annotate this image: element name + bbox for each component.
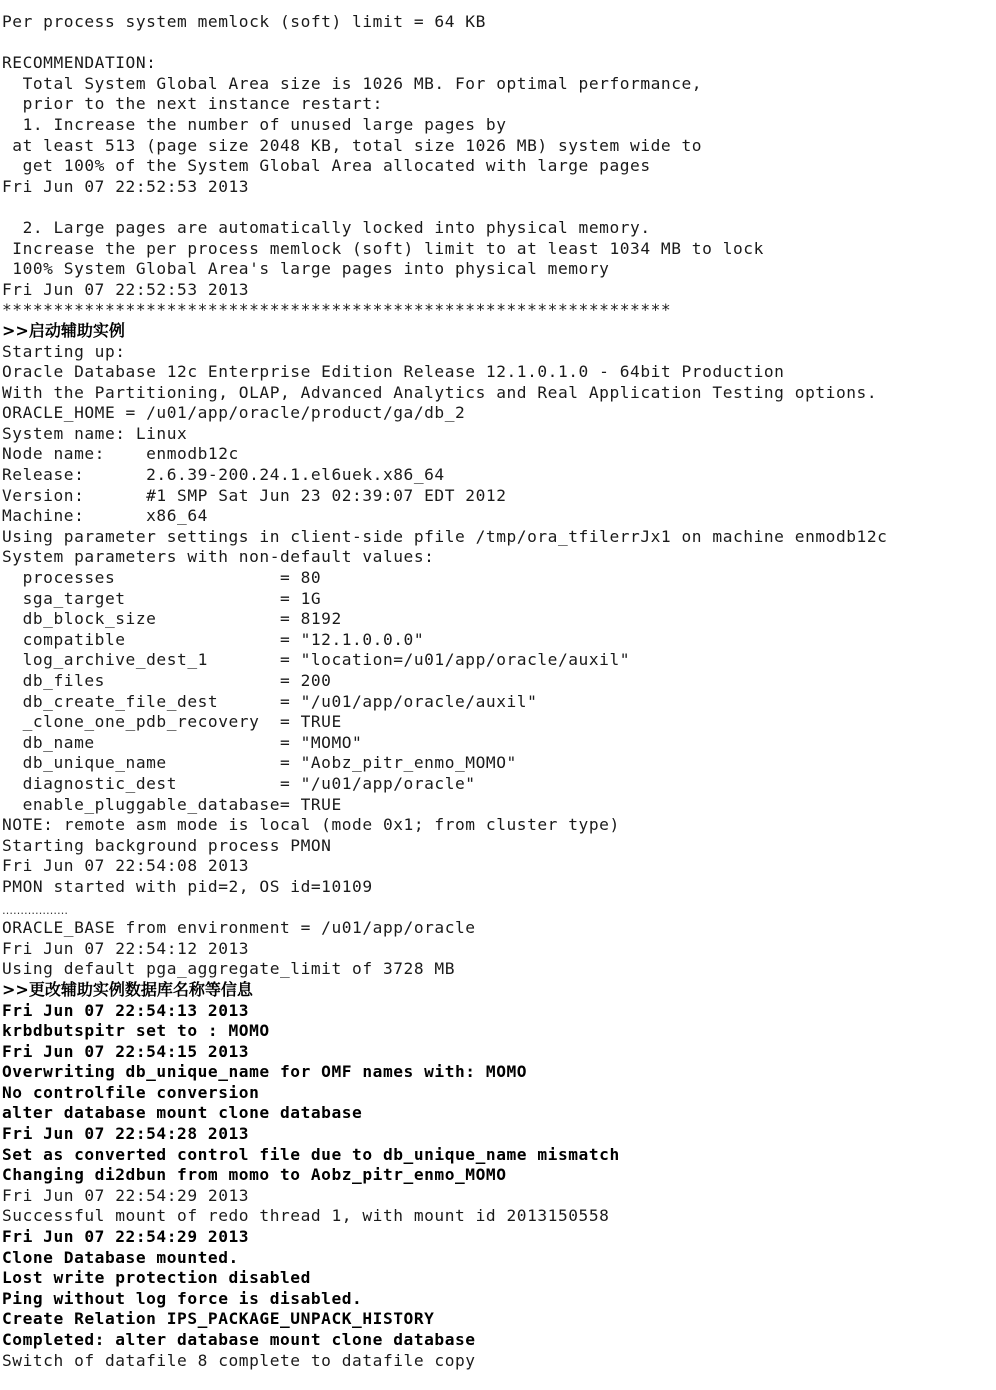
log-line: Version: #1 SMP Sat Jun 23 02:39:07 EDT 2012 — [2, 485, 507, 505]
log-line-bold: Create Relation IPS_PACKAGE_UNPACK_HISTORY — [2, 1309, 435, 1329]
log-line: Fri Jun 07 22:52:53 2013 — [2, 279, 250, 299]
log-line: at least 513 (page size 2048 KB, total size 1026 MB) system wide to — [2, 135, 703, 155]
log-line-bold: No controlfile conversion — [2, 1082, 260, 1102]
log-line: Oracle Database 12c Enterprise Edition Release 12.1.0.1.0 - 64bit Production — [2, 362, 785, 382]
alert-log-document — [2, 12, 992, 1371]
log-line: diagnostic_dest = "/u01/app/oracle" — [2, 773, 476, 793]
log-line: System parameters with non-default values: — [2, 547, 435, 567]
log-line: _clone_one_pdb_recovery = TRUE — [2, 712, 342, 732]
log-line: db_files = 200 — [2, 671, 332, 690]
log-line-bold: krbdbutspitr set to : MOMO — [2, 1021, 270, 1041]
log-line: Starting up: — [2, 341, 126, 361]
log-line: prior to the next instance restart: — [2, 94, 383, 114]
log-line-bold: Ping without log force is disabled. — [2, 1288, 363, 1308]
log-line: 2. Large pages are automatically locked into physical memory. — [2, 217, 651, 237]
log-line-bold: Lost write protection disabled — [2, 1268, 311, 1288]
log-line: log_archive_dest_1 = "location=/u01/app/oracle/auxil" — [2, 650, 631, 670]
ellipsis-separator: ……………… — [2, 903, 68, 917]
log-line: RECOMMENDATION: — [2, 53, 157, 73]
log-line: ORACLE_BASE from environment = /u01/app/oracle — [2, 918, 476, 938]
log-line: PMON started with pid=2, OS id=10109 — [2, 876, 373, 896]
log-line: enable_pluggable_database= TRUE — [2, 794, 342, 814]
log-line: db_unique_name = "Aobz_pitr_enmo_MOMO" — [2, 753, 517, 773]
log-line: Fri Jun 07 22:54:08 2013 — [2, 856, 250, 876]
log-line: Total System Global Area size is 1026 MB. For optimal performance, — [2, 73, 703, 93]
log-line: db_create_file_dest = "/u01/app/oracle/auxil" — [2, 691, 538, 711]
log-line-bold: Set as converted control file due to db_unique_name mismatch — [2, 1144, 620, 1164]
log-line — [2, 197, 992, 218]
log-line: Fri Jun 07 22:52:53 2013 — [2, 176, 250, 196]
log-line: Increase the per process memlock (soft) limit to at least 1034 MB to lock — [2, 238, 764, 258]
log-line-bold: Fri Jun 07 22:54:15 2013 — [2, 1041, 250, 1061]
log-line: Starting background process PMON — [2, 835, 332, 855]
log-line: ORACLE_HOME = /u01/app/oracle/product/ga/db_2 — [2, 403, 466, 423]
log-line: With the Partitioning, OLAP, Advanced Analytics and Real Application Testing options. — [2, 382, 878, 402]
log-line: sga_target = 1G — [2, 588, 322, 608]
log-line: Machine: x86_64 — [2, 506, 208, 526]
log-line: Using parameter settings in client-side pfile /tmp/ora_tfilerrJx1 on machine enmodb12c — [2, 526, 888, 546]
log-line: Fri Jun 07 22:54:12 2013 — [2, 938, 250, 958]
log-line-bold: Fri Jun 07 22:54:13 2013 — [2, 1000, 250, 1020]
log-line: Successful mount of redo thread 1, with mount id 2013150558 — [2, 1206, 610, 1226]
section-heading: >>启动辅助实例 — [2, 320, 125, 340]
log-line: 1. Increase the number of unused large pages by — [2, 114, 507, 134]
log-line: Fri Jun 07 22:54:29 2013 — [2, 1185, 250, 1205]
log-line-bold: alter database mount clone database — [2, 1103, 363, 1123]
log-line: compatible = "12.1.0.0.0" — [2, 629, 425, 649]
log-line: Per process system memlock (soft) limit = 64 KB — [2, 12, 486, 31]
log-line: processes = 80 — [2, 568, 322, 588]
section-heading: >>更改辅助实例数据库名称等信息 — [2, 979, 253, 999]
log-line: get 100% of the System Global Area allocated with large pages — [2, 156, 651, 176]
log-line: db_block_size = 8192 — [2, 609, 342, 629]
log-line — [2, 33, 992, 54]
log-line-bold: Changing di2dbun from momo to Aobz_pitr_enmo_MOMO — [2, 1165, 507, 1185]
log-line: Node name: enmodb12c — [2, 444, 239, 464]
log-line: Switch of datafile 8 complete to datafile copy — [2, 1350, 476, 1370]
log-line: db_name = "MOMO" — [2, 732, 363, 752]
log-line: Using default pga_aggregate_limit of 3728 MB — [2, 959, 456, 979]
log-line-bold: Completed: alter database mount clone database — [2, 1330, 476, 1349]
log-line: NOTE: remote asm mode is local (mode 0x1; from cluster type) — [2, 815, 620, 835]
log-line-bold: Fri Jun 07 22:54:28 2013 — [2, 1124, 250, 1144]
log-line-bold: Fri Jun 07 22:54:29 2013 — [2, 1227, 250, 1247]
log-line: Release: 2.6.39-200.24.1.el6uek.x86_64 — [2, 465, 445, 485]
log-line: 100% System Global Area's large pages into physical memory — [2, 259, 610, 279]
log-line: ***************************************************************** — [2, 300, 672, 320]
log-line-bold: Clone Database mounted. — [2, 1247, 239, 1267]
log-line: System name: Linux — [2, 423, 188, 443]
log-line-bold: Overwriting db_unique_name for OMF names with: MOMO — [2, 1062, 528, 1082]
